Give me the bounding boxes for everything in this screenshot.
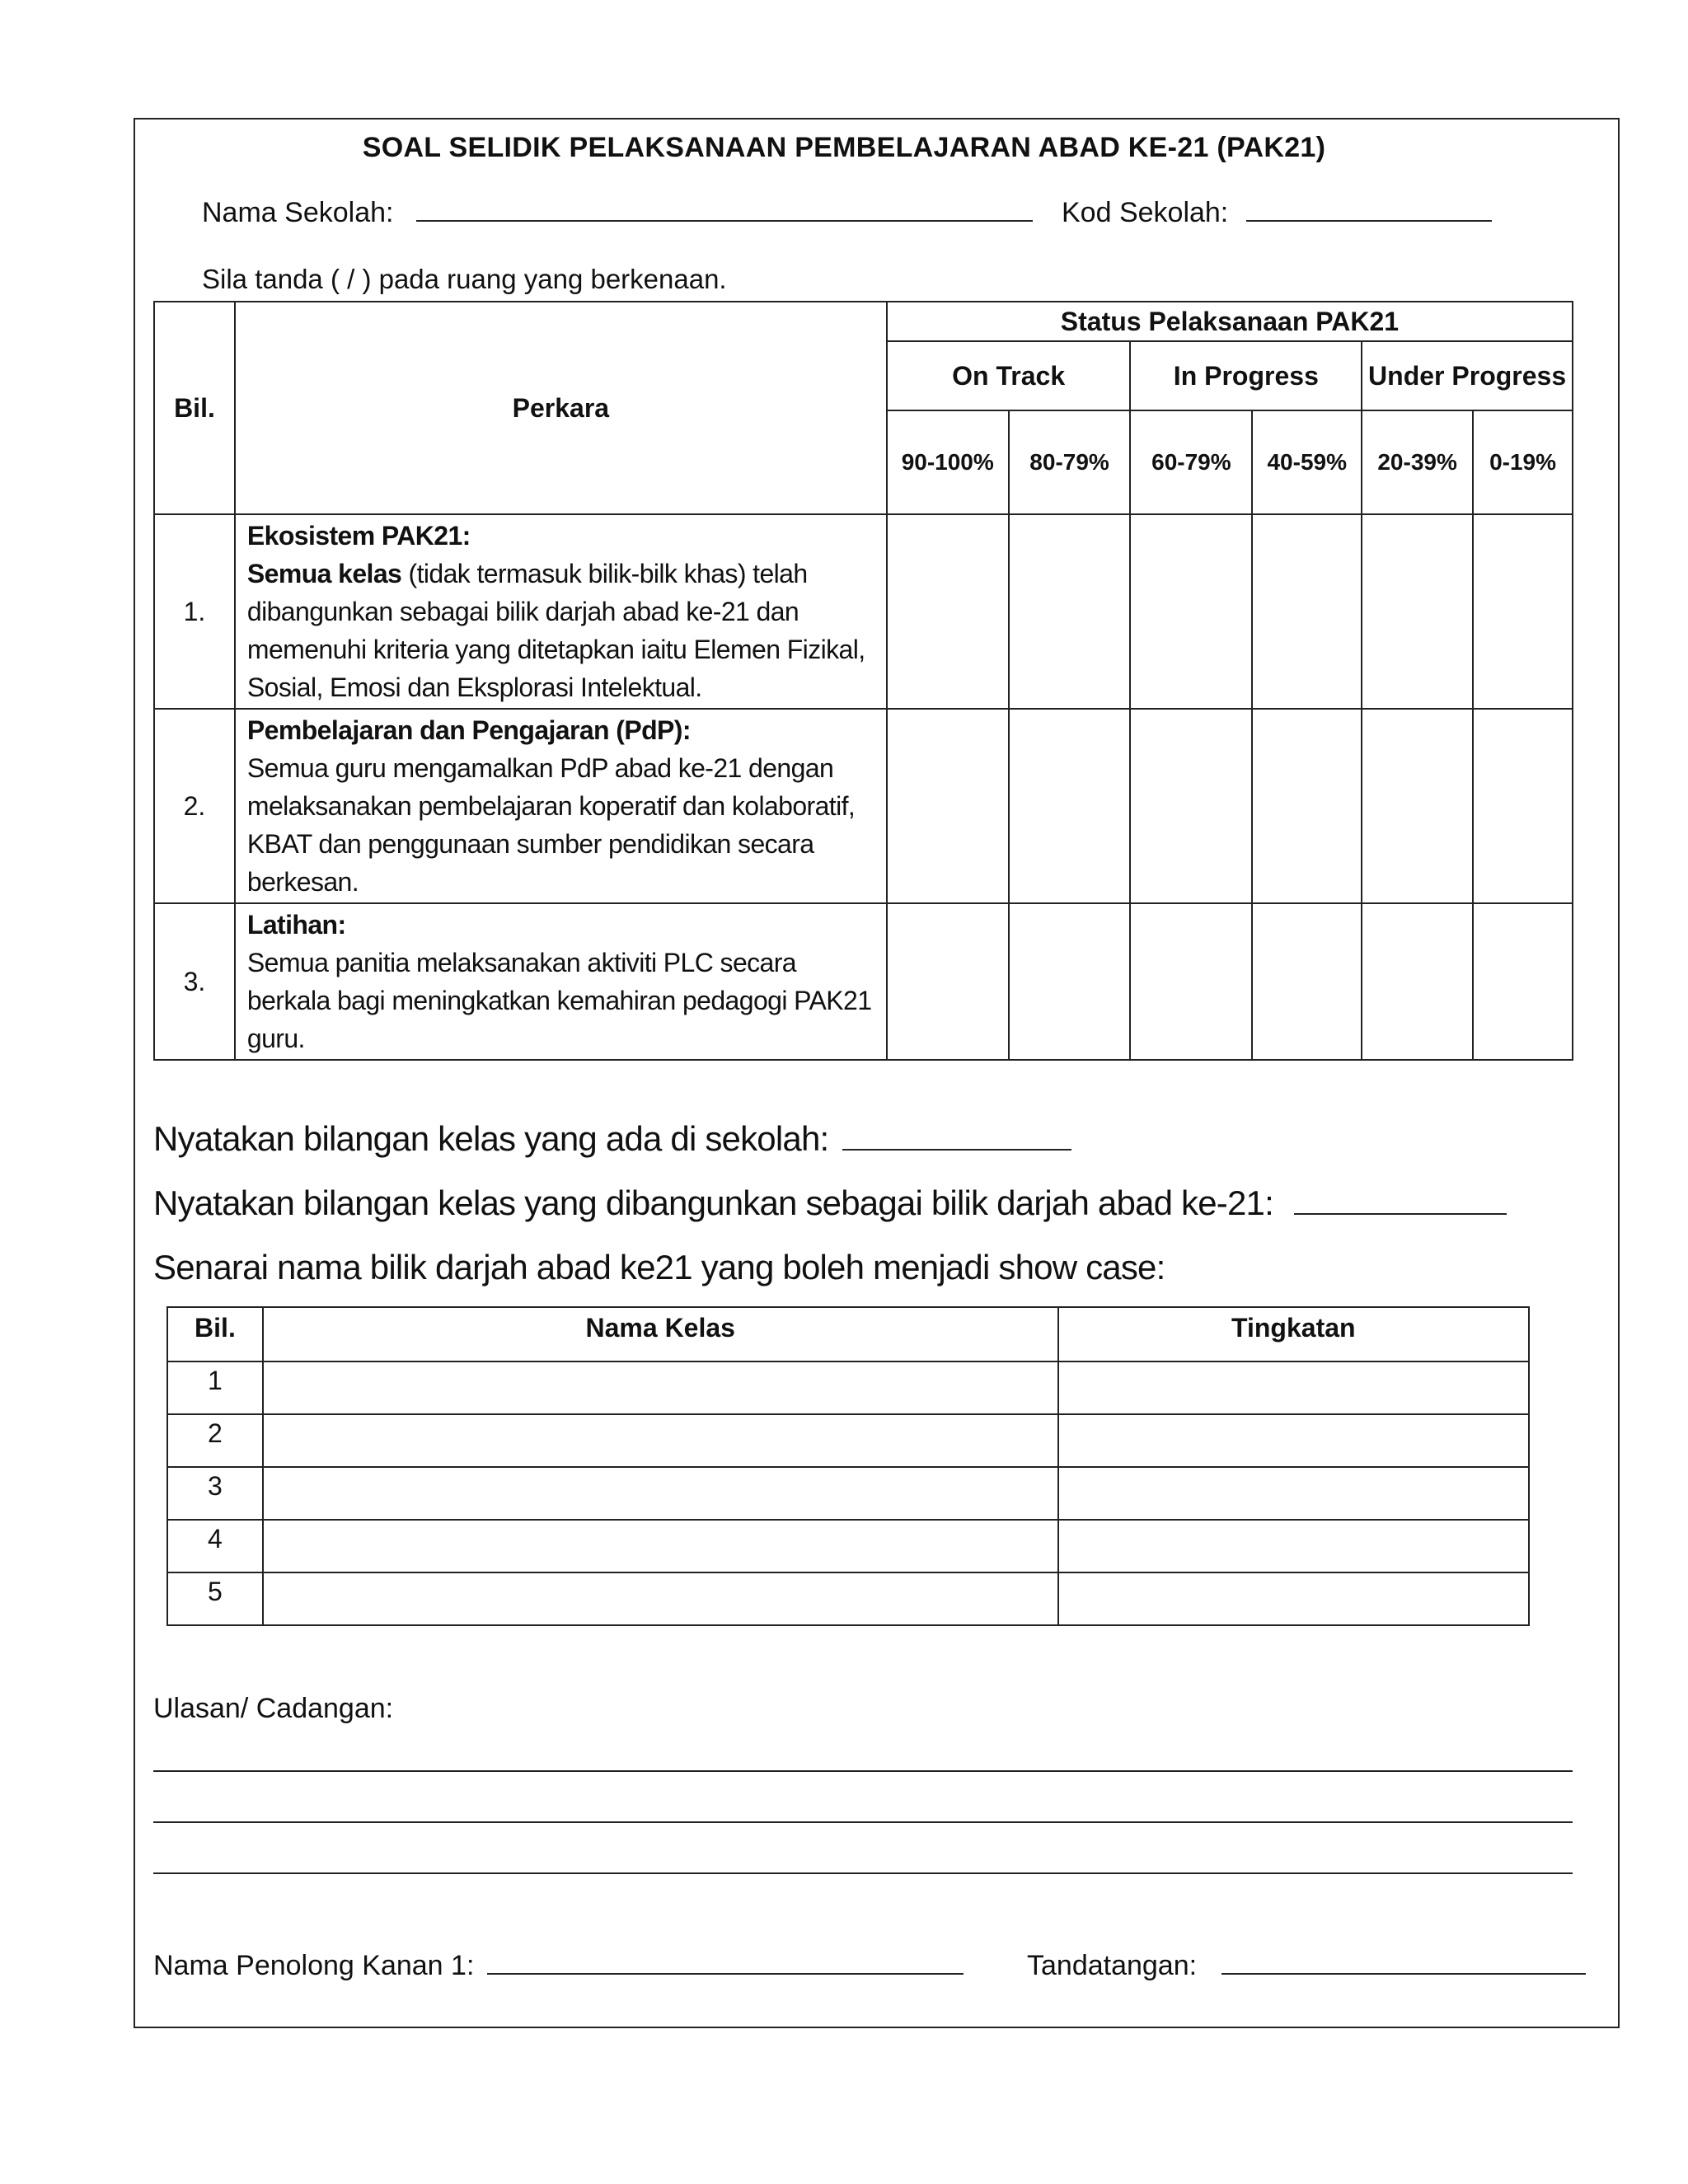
row-number: 1. — [154, 514, 235, 709]
table-row — [167, 1361, 1529, 1414]
check-cell[interactable] — [1009, 709, 1131, 903]
check-cell[interactable] — [887, 903, 1009, 1060]
check-cell[interactable] — [1473, 903, 1573, 1060]
class-count-field[interactable] — [842, 1124, 1071, 1151]
check-cell[interactable] — [1009, 514, 1131, 709]
check-cell[interactable] — [1473, 709, 1573, 903]
school-code-label: Kod Sekolah: — [1062, 197, 1229, 228]
row-number: 3 — [167, 1467, 263, 1520]
row-number: 1 — [167, 1361, 263, 1414]
form-title: SOAL SELIDIK PELAKSANAAN PEMBELAJARAN ABAD KE-21 (PAK21) — [362, 132, 1326, 163]
header-status: Status Pelaksanaan PAK21 — [887, 302, 1573, 341]
signatory-label: Nama Penolong Kanan 1: — [153, 1950, 475, 1981]
group-in-progress: In Progress — [1130, 341, 1362, 410]
header-perkara: Perkara — [235, 302, 887, 514]
check-cell[interactable] — [1362, 709, 1473, 903]
pak21-class-count-field[interactable] — [1294, 1188, 1507, 1215]
row-heading: Latihan: — [246, 910, 346, 940]
comments-line[interactable] — [153, 1821, 1573, 1823]
signature-row — [1027, 1948, 1586, 1982]
form-level-cell[interactable] — [1058, 1572, 1529, 1625]
check-cell[interactable] — [1362, 903, 1473, 1060]
check-cell[interactable] — [887, 709, 1009, 903]
range-40-59: 40-59% — [1252, 410, 1362, 514]
signatory-row — [153, 1948, 964, 1982]
range-60-79: 60-79% — [1130, 410, 1252, 514]
form-level-cell[interactable] — [1058, 1520, 1529, 1572]
question-class-count-label: Nyatakan bilangan kelas yang ada di sekolah: — [153, 1119, 829, 1158]
check-cell[interactable] — [1362, 514, 1473, 709]
table-row — [167, 1520, 1529, 1572]
class-name-cell[interactable] — [263, 1520, 1058, 1572]
header-bil: Bil. — [154, 302, 235, 514]
question-pak21-class-count — [153, 1183, 1507, 1223]
range-90-100: 90-100% — [887, 410, 1009, 514]
row-text: (tidak termasuk bilik-bilk khas) telah dibangunkan sebagai bilik darjah abad ke-21 dan memenuhi kriteria yang ditetapkan iaitu Elemen Fizikal, Sosial, Emosi dan Eksplorasi Intelektual. — [246, 559, 865, 702]
row-number: 4 — [167, 1520, 263, 1572]
check-cell[interactable] — [1130, 514, 1252, 709]
row-text: Semua guru mengamalkan PdP abad ke-21 dengan melaksanakan pembelajaran koperatif dan kolaboratif, KBAT dan penggunaan sumber pendidikan secara berkesan. — [246, 753, 856, 897]
signature-label: Tandatangan: — [1027, 1950, 1198, 1981]
school-code-row — [1062, 195, 1492, 229]
row-number: 5 — [167, 1572, 263, 1625]
instruction-text: Sila tanda ( / ) pada ruang yang berkenaan. — [202, 264, 727, 294]
form-level-cell[interactable] — [1058, 1361, 1529, 1414]
class-name-cell[interactable] — [263, 1361, 1058, 1414]
table-row — [167, 1572, 1529, 1625]
class-name-cell[interactable] — [263, 1414, 1058, 1467]
check-cell[interactable] — [1130, 709, 1252, 903]
school-name-row — [202, 195, 1033, 229]
range-80-79: 80-79% — [1009, 410, 1131, 514]
school-name-label: Nama Sekolah: — [202, 197, 394, 228]
group-under-progress: Under Progress — [1362, 341, 1573, 410]
table-row — [154, 514, 1573, 709]
range-0-19: 0-19% — [1473, 410, 1573, 514]
row-description — [235, 903, 887, 1060]
form-level-cell[interactable] — [1058, 1414, 1529, 1467]
row-heading: Ekosistem PAK21: — [246, 521, 471, 551]
check-cell[interactable] — [1252, 709, 1362, 903]
comments-line[interactable] — [153, 1872, 1573, 1874]
class-name-cell[interactable] — [263, 1572, 1058, 1625]
row-bold-lead: Semua kelas — [246, 559, 402, 588]
class-name-cell[interactable] — [263, 1467, 1058, 1520]
row-number: 2 — [167, 1414, 263, 1467]
header-nama-kelas: Nama Kelas — [263, 1307, 1058, 1361]
question-class-count — [153, 1119, 1071, 1159]
row-description — [235, 709, 887, 903]
check-cell[interactable] — [1252, 514, 1362, 709]
question-showcase-list: Senarai nama bilik darjah abad ke21 yang boleh menjadi show case: — [153, 1248, 1165, 1286]
question-pak21-class-count-label: Nyatakan bilangan kelas yang dibangunkan sebagai bilik darjah abad ke-21: — [153, 1183, 1273, 1222]
check-cell[interactable] — [1252, 903, 1362, 1060]
school-name-field[interactable] — [416, 195, 1033, 222]
table-row — [154, 709, 1573, 903]
signature-field[interactable] — [1221, 1948, 1586, 1975]
showcase-table — [166, 1306, 1530, 1626]
header-tingkatan: Tingkatan — [1058, 1307, 1529, 1361]
header-bil: Bil. — [167, 1307, 263, 1361]
group-on-track: On Track — [887, 341, 1131, 410]
check-cell[interactable] — [1009, 903, 1131, 1060]
range-20-39: 20-39% — [1362, 410, 1473, 514]
check-cell[interactable] — [1130, 903, 1252, 1060]
check-cell[interactable] — [887, 514, 1009, 709]
signatory-name-field[interactable] — [487, 1948, 964, 1975]
row-description — [235, 514, 887, 709]
comments-line[interactable] — [153, 1770, 1573, 1772]
row-heading: Pembelajaran dan Pengajaran (PdP): — [246, 715, 691, 745]
row-text: Semua panitia melaksanakan aktiviti PLC secara berkala bagi meningkatkan kemahiran pedagogi PAK21 guru. — [246, 948, 872, 1053]
table-row — [154, 903, 1573, 1060]
status-table — [153, 301, 1573, 1061]
table-row — [167, 1467, 1529, 1520]
row-number: 2. — [154, 709, 235, 903]
comments-label: Ulasan/ Cadangan: — [153, 1693, 394, 1724]
form-level-cell[interactable] — [1058, 1467, 1529, 1520]
check-cell[interactable] — [1473, 514, 1573, 709]
school-code-field[interactable] — [1246, 195, 1492, 222]
table-row — [167, 1414, 1529, 1467]
row-number: 3. — [154, 903, 235, 1060]
